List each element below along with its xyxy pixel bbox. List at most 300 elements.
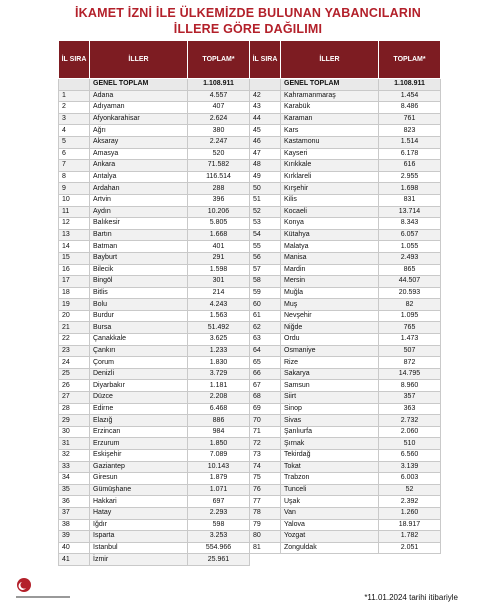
- table-row: [59, 276, 441, 288]
- province-total: 1.233: [188, 345, 250, 357]
- province-name: Muş: [281, 299, 379, 311]
- table-row: [59, 218, 441, 230]
- province-name: Osmaniye: [281, 345, 379, 357]
- province-name: Erzincan: [90, 426, 188, 438]
- table-row: [59, 415, 441, 427]
- province-total: 886: [188, 415, 250, 427]
- province-total: 14.795: [379, 368, 441, 380]
- province-total: 7.089: [188, 450, 250, 462]
- table-row: [59, 113, 441, 125]
- header-row: [59, 41, 441, 79]
- province-total: 1.260: [379, 507, 441, 519]
- province-name: Bayburt: [90, 252, 188, 264]
- row-number: 45: [250, 125, 281, 137]
- province-name: Şırnak: [281, 438, 379, 450]
- province-name: Denizli: [90, 368, 188, 380]
- row-number: 7: [59, 160, 90, 172]
- province-name: Elazığ: [90, 415, 188, 427]
- province-total: 1.454: [379, 90, 441, 102]
- row-number: 17: [59, 276, 90, 288]
- row-number: 73: [250, 450, 281, 462]
- province-total: 984: [188, 426, 250, 438]
- table-row: [59, 241, 441, 253]
- row-number: 69: [250, 403, 281, 415]
- province-name: Çanakkale: [90, 334, 188, 346]
- province-name: Iğdır: [90, 519, 188, 531]
- row-number: 43: [250, 102, 281, 114]
- row-number: 11: [59, 206, 90, 218]
- province-total: 51.492: [188, 322, 250, 334]
- row-number: 39: [59, 531, 90, 543]
- province-total: 1.698: [379, 183, 441, 195]
- row-number: 67: [250, 380, 281, 392]
- page-title-line1: İKAMET İZNİ İLE ÜLKEMİZDE BULUNAN YABANCILARIN: [74, 6, 421, 20]
- province-total: 301: [188, 276, 250, 288]
- province-name: Mardin: [281, 264, 379, 276]
- province-total: 6.003: [379, 473, 441, 485]
- table-row: [59, 450, 441, 462]
- header-sira-left: İL SIRA: [59, 41, 90, 79]
- row-number: 40: [59, 542, 90, 554]
- province-name: Van: [281, 507, 379, 519]
- province-name: Gaziantep: [90, 461, 188, 473]
- province-name: Afyonkarahisar: [90, 113, 188, 125]
- row-number: 14: [59, 241, 90, 253]
- province-total: 4.557: [188, 90, 250, 102]
- province-total: 20.593: [379, 287, 441, 299]
- province-total: 8.960: [379, 380, 441, 392]
- province-total: 1.095: [379, 310, 441, 322]
- province-total: 2.624: [188, 113, 250, 125]
- row-number: 47: [250, 148, 281, 160]
- empty-cell: [379, 554, 441, 566]
- province-name: Erzurum: [90, 438, 188, 450]
- province-total: 872: [379, 357, 441, 369]
- province-name: Trabzon: [281, 473, 379, 485]
- province-total: 380: [188, 125, 250, 137]
- row-number: 36: [59, 496, 90, 508]
- province-total: 1.850: [188, 438, 250, 450]
- row-number: 35: [59, 484, 90, 496]
- total-label-left: GENEL TOPLAM: [90, 79, 188, 91]
- province-total: 407: [188, 102, 250, 114]
- row-number: 74: [250, 461, 281, 473]
- row-number: 78: [250, 507, 281, 519]
- province-name: Karabük: [281, 102, 379, 114]
- province-name: Balıkesir: [90, 218, 188, 230]
- province-name: İzmir: [90, 554, 188, 566]
- province-name: Ardahan: [90, 183, 188, 195]
- row-number: 44: [250, 113, 281, 125]
- row-number: 18: [59, 287, 90, 299]
- province-name: Sinop: [281, 403, 379, 415]
- row-number: 60: [250, 299, 281, 311]
- province-name: Kütahya: [281, 229, 379, 241]
- province-total: 214: [188, 287, 250, 299]
- table-row: [59, 125, 441, 137]
- table-row: [59, 473, 441, 485]
- row-number: 50: [250, 183, 281, 195]
- total-label-right: GENEL TOPLAM: [281, 79, 379, 91]
- province-total: 2.208: [188, 392, 250, 404]
- row-number: 9: [59, 183, 90, 195]
- row-number: 26: [59, 380, 90, 392]
- province-total: 18.917: [379, 519, 441, 531]
- row-number: 49: [250, 171, 281, 183]
- province-name: Ağrı: [90, 125, 188, 137]
- province-total: 2.247: [188, 136, 250, 148]
- province-name: Gümüşhane: [90, 484, 188, 496]
- province-name: Burdur: [90, 310, 188, 322]
- table-row: [59, 368, 441, 380]
- province-total: 6.560: [379, 450, 441, 462]
- row-number: 62: [250, 322, 281, 334]
- province-name: Muğla: [281, 287, 379, 299]
- province-total: 1.514: [379, 136, 441, 148]
- province-name: Konya: [281, 218, 379, 230]
- row-number: 23: [59, 345, 90, 357]
- province-name: Artvin: [90, 194, 188, 206]
- province-total: 116.514: [188, 171, 250, 183]
- province-total: 6.057: [379, 229, 441, 241]
- table-row: [59, 496, 441, 508]
- row-number: 24: [59, 357, 90, 369]
- row-number: 21: [59, 322, 90, 334]
- province-total: 1.473: [379, 334, 441, 346]
- row-number: 6: [59, 148, 90, 160]
- province-total: 831: [379, 194, 441, 206]
- province-name: Giresun: [90, 473, 188, 485]
- province-name: Diyarbakır: [90, 380, 188, 392]
- province-name: İstanbul: [90, 542, 188, 554]
- province-name: Kırşehir: [281, 183, 379, 195]
- province-total: 2.493: [379, 252, 441, 264]
- row-number: 31: [59, 438, 90, 450]
- table-row: [59, 461, 441, 473]
- total-spacer-left: [59, 79, 90, 91]
- row-number: 32: [59, 450, 90, 462]
- province-total: 2.392: [379, 496, 441, 508]
- row-number: 53: [250, 218, 281, 230]
- province-name: Edirne: [90, 403, 188, 415]
- province-name: Hakkari: [90, 496, 188, 508]
- province-name: Rize: [281, 357, 379, 369]
- province-name: Hatay: [90, 507, 188, 519]
- province-total: 1.563: [188, 310, 250, 322]
- province-name: Uşak: [281, 496, 379, 508]
- row-number: 63: [250, 334, 281, 346]
- row-number: 79: [250, 519, 281, 531]
- province-name: Kahramanmaraş: [281, 90, 379, 102]
- province-total: 6.178: [379, 148, 441, 160]
- province-total: 10.143: [188, 461, 250, 473]
- province-total: 1.071: [188, 484, 250, 496]
- row-number: 68: [250, 392, 281, 404]
- province-name: Amasya: [90, 148, 188, 160]
- page-title-line2: İLLERE GÖRE DAĞILIMI: [173, 22, 323, 36]
- province-name: Siirt: [281, 392, 379, 404]
- province-total: 71.582: [188, 160, 250, 172]
- total-row: [59, 79, 441, 91]
- footnote: *11.01.2024 tarihi itibariyle: [364, 593, 458, 602]
- province-total: 2.955: [379, 171, 441, 183]
- row-number: 4: [59, 125, 90, 137]
- row-number: 13: [59, 229, 90, 241]
- table-row: [59, 183, 441, 195]
- row-number: 66: [250, 368, 281, 380]
- table-row: [59, 287, 441, 299]
- row-number: 52: [250, 206, 281, 218]
- province-total: 2.051: [379, 542, 441, 554]
- province-name: Kars: [281, 125, 379, 137]
- table-row: [59, 438, 441, 450]
- province-total: 13.714: [379, 206, 441, 218]
- province-name: Adıyaman: [90, 102, 188, 114]
- row-number: 25: [59, 368, 90, 380]
- provinces-table: [58, 40, 441, 566]
- header-sira-right: İL SIRA: [250, 41, 281, 79]
- row-number: 46: [250, 136, 281, 148]
- row-number: 77: [250, 496, 281, 508]
- province-name: Isparta: [90, 531, 188, 543]
- province-total: 8.486: [379, 102, 441, 114]
- row-number: 29: [59, 415, 90, 427]
- row-number: 57: [250, 264, 281, 276]
- total-value-right: 1.108.911: [379, 79, 441, 91]
- table-row: [59, 426, 441, 438]
- row-number: 76: [250, 484, 281, 496]
- province-total: 288: [188, 183, 250, 195]
- table-row: [59, 334, 441, 346]
- empty-cell: [281, 554, 379, 566]
- row-number: 28: [59, 403, 90, 415]
- row-number: 34: [59, 473, 90, 485]
- province-name: Bartın: [90, 229, 188, 241]
- province-name: Çorum: [90, 357, 188, 369]
- province-total: 1.879: [188, 473, 250, 485]
- province-name: Niğde: [281, 322, 379, 334]
- row-number: 56: [250, 252, 281, 264]
- row-number: 75: [250, 473, 281, 485]
- row-number: 59: [250, 287, 281, 299]
- row-number: 41: [59, 554, 90, 566]
- row-number: 51: [250, 194, 281, 206]
- province-total: 52: [379, 484, 441, 496]
- empty-cell: [250, 554, 281, 566]
- province-name: Sivas: [281, 415, 379, 427]
- header-toplam-right: TOPLAM*: [379, 41, 441, 79]
- row-number: 3: [59, 113, 90, 125]
- row-number: 22: [59, 334, 90, 346]
- province-total: 10.206: [188, 206, 250, 218]
- province-name: Şanlıurfa: [281, 426, 379, 438]
- province-name: Tunceli: [281, 484, 379, 496]
- province-total: 3.729: [188, 368, 250, 380]
- province-name: Mersin: [281, 276, 379, 288]
- province-name: Malatya: [281, 241, 379, 253]
- province-name: Samsun: [281, 380, 379, 392]
- row-number: 80: [250, 531, 281, 543]
- row-number: 58: [250, 276, 281, 288]
- province-total: 761: [379, 113, 441, 125]
- total-spacer-right: [250, 79, 281, 91]
- table-row: [59, 403, 441, 415]
- row-number: 42: [250, 90, 281, 102]
- province-total: 598: [188, 519, 250, 531]
- province-name: Yalova: [281, 519, 379, 531]
- province-total: 363: [379, 403, 441, 415]
- header-toplam-left: TOPLAM*: [188, 41, 250, 79]
- province-total: 1.181: [188, 380, 250, 392]
- province-name: Kilis: [281, 194, 379, 206]
- row-number: 38: [59, 519, 90, 531]
- province-total: 1.055: [379, 241, 441, 253]
- province-total: 1.782: [379, 531, 441, 543]
- province-total: 823: [379, 125, 441, 137]
- table-row: [59, 229, 441, 241]
- province-name: Bursa: [90, 322, 188, 334]
- province-total: 6.468: [188, 403, 250, 415]
- ministry-logo: [14, 575, 74, 603]
- province-total: 8.343: [379, 218, 441, 230]
- province-total: 1.598: [188, 264, 250, 276]
- table-row: [59, 484, 441, 496]
- province-total: 616: [379, 160, 441, 172]
- province-total: 396: [188, 194, 250, 206]
- province-total: 2.293: [188, 507, 250, 519]
- province-name: Sakarya: [281, 368, 379, 380]
- table-row: [59, 171, 441, 183]
- total-value-left: 1.108.911: [188, 79, 250, 91]
- table-row: [59, 90, 441, 102]
- table-row: [59, 299, 441, 311]
- province-total: 5.805: [188, 218, 250, 230]
- province-total: 2.732: [379, 415, 441, 427]
- table-row: [59, 194, 441, 206]
- table-row: [59, 519, 441, 531]
- province-total: 4.243: [188, 299, 250, 311]
- table-row: [59, 102, 441, 114]
- province-name: Düzce: [90, 392, 188, 404]
- table-row: [59, 264, 441, 276]
- province-total: 1.668: [188, 229, 250, 241]
- province-total: 865: [379, 264, 441, 276]
- row-number: 2: [59, 102, 90, 114]
- province-name: Karaman: [281, 113, 379, 125]
- province-name: Adana: [90, 90, 188, 102]
- province-name: Antalya: [90, 171, 188, 183]
- province-total: 3.625: [188, 334, 250, 346]
- province-name: Kırklareli: [281, 171, 379, 183]
- row-number: 70: [250, 415, 281, 427]
- row-number: 10: [59, 194, 90, 206]
- row-number: 33: [59, 461, 90, 473]
- province-total: 510: [379, 438, 441, 450]
- province-name: Tokat: [281, 461, 379, 473]
- table-row: [59, 206, 441, 218]
- row-number: 15: [59, 252, 90, 264]
- province-name: Eskişehir: [90, 450, 188, 462]
- table-row: [59, 252, 441, 264]
- row-number: 20: [59, 310, 90, 322]
- province-name: Manisa: [281, 252, 379, 264]
- province-name: Çankırı: [90, 345, 188, 357]
- row-number: 8: [59, 171, 90, 183]
- province-name: Kayseri: [281, 148, 379, 160]
- row-number: 27: [59, 392, 90, 404]
- table-row: [59, 531, 441, 543]
- header-iller-left: İLLER: [90, 41, 188, 79]
- row-number: 81: [250, 542, 281, 554]
- province-total: 357: [379, 392, 441, 404]
- province-name: Batman: [90, 241, 188, 253]
- province-name: Bitlis: [90, 287, 188, 299]
- row-number: 5: [59, 136, 90, 148]
- table-row: [59, 392, 441, 404]
- table-row: [59, 345, 441, 357]
- province-total: 401: [188, 241, 250, 253]
- province-name: Bingöl: [90, 276, 188, 288]
- province-name: Bolu: [90, 299, 188, 311]
- province-total: 697: [188, 496, 250, 508]
- row-number: 64: [250, 345, 281, 357]
- province-total: 765: [379, 322, 441, 334]
- province-name: Kırıkkale: [281, 160, 379, 172]
- table-row: [59, 136, 441, 148]
- header-iller-right: İLLER: [281, 41, 379, 79]
- province-name: Aydın: [90, 206, 188, 218]
- table-row: [59, 357, 441, 369]
- province-name: Zonguldak: [281, 542, 379, 554]
- row-number: 55: [250, 241, 281, 253]
- province-name: Ordu: [281, 334, 379, 346]
- province-name: Yozgat: [281, 531, 379, 543]
- row-number: 65: [250, 357, 281, 369]
- province-total: 554.966: [188, 542, 250, 554]
- province-name: Kastamonu: [281, 136, 379, 148]
- province-total: 44.507: [379, 276, 441, 288]
- row-number: 30: [59, 426, 90, 438]
- province-total: 520: [188, 148, 250, 160]
- row-number: 1: [59, 90, 90, 102]
- row-number: 48: [250, 160, 281, 172]
- table-row: [59, 542, 441, 554]
- province-total: 2.060: [379, 426, 441, 438]
- row-number: 61: [250, 310, 281, 322]
- province-name: Nevşehir: [281, 310, 379, 322]
- row-number: 37: [59, 507, 90, 519]
- province-total: 82: [379, 299, 441, 311]
- province-name: Bilecik: [90, 264, 188, 276]
- province-total: 3.139: [379, 461, 441, 473]
- province-total: 3.253: [188, 531, 250, 543]
- table-row: [59, 380, 441, 392]
- province-total: 25.961: [188, 554, 250, 566]
- row-number: 16: [59, 264, 90, 276]
- province-name: Ankara: [90, 160, 188, 172]
- province-name: Kocaeli: [281, 206, 379, 218]
- province-total: 1.830: [188, 357, 250, 369]
- province-name: Tekirdağ: [281, 450, 379, 462]
- province-total: 291: [188, 252, 250, 264]
- row-number: 54: [250, 229, 281, 241]
- table-row: [59, 160, 441, 172]
- table-row: [59, 507, 441, 519]
- table-row: [59, 310, 441, 322]
- row-number: 19: [59, 299, 90, 311]
- province-total: 507: [379, 345, 441, 357]
- row-number: 72: [250, 438, 281, 450]
